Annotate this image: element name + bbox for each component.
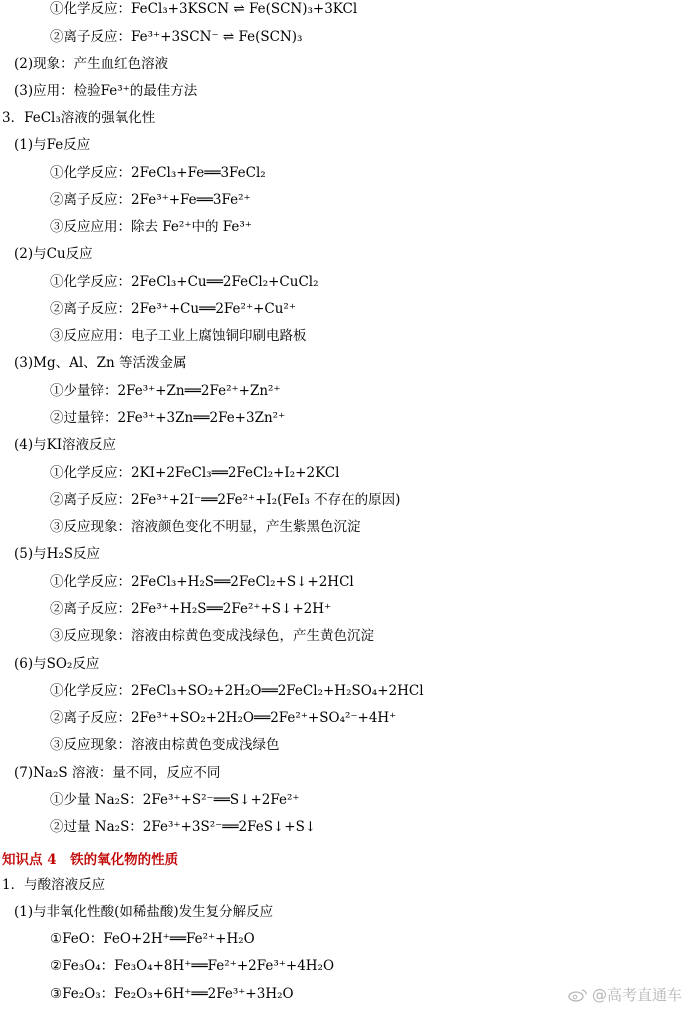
text-line: ①化学反应：2FeCl₃+Fe══3FeCl₂ [50,165,266,181]
watermark-text: @高考直通车 [591,986,682,1004]
text-line: ①少量 Na₂S：2Fe³⁺+S²⁻══S↓+2Fe²⁺ [50,792,300,808]
text-line: ②离子反应：2Fe³⁺+H₂S══2Fe²⁺+S↓+2H⁺ [50,601,332,617]
text-line: ①化学反应：FeCl₃+3KSCN ⇌ Fe(SCN)₃+3KCl [50,1,358,17]
text-line: (2)与Cu反应 [14,246,93,262]
text-line: ①化学反应：2KI+2FeCl₃══2FeCl₂+I₂+2KCl [50,465,340,481]
text-line: ③反应现象：溶液由棕黄色变成浅绿色，产生黄色沉淀 [50,628,374,644]
text-line: ①化学反应：2FeCl₃+H₂S══2FeCl₂+S↓+2HCl [50,574,354,590]
text-line: ①化学反应：2FeCl₃+Cu══2FeCl₂+CuCl₂ [50,274,319,290]
text-line: (7)Na₂S 溶液：量不同，反应不同 [14,765,221,781]
knowledge-point-heading: 知识点 4 铁的氧化物的性质 [2,852,179,868]
text-line: ③Fe₂O₃：Fe₂O₃+6H⁺══2Fe³⁺+3H₂O [50,986,294,1002]
text-line: (5)与H₂S反应 [14,546,101,562]
text-line: ②过量 Na₂S：2Fe³⁺+3S²⁻══2FeS↓+S↓ [50,819,317,835]
text-line: ③反应应用：电子工业上腐蚀铜印刷电路板 [50,328,307,344]
text-line: ③反应现象：溶液由棕黄色变成浅绿色 [50,737,280,753]
text-line: (2)现象：产生血红色溶液 [14,56,169,72]
text-line: (3)Mg、Al、Zn 等活泼金属 [14,355,187,371]
text-line: ①FeO：FeO+2H⁺══Fe²⁺+H₂O [50,931,255,947]
text-line: ②离子反应：2Fe³⁺+2I⁻══2Fe²⁺+I₂(FeI₃ 不存在的原因) [50,492,401,508]
watermark [568,984,682,1005]
text-line: ②离子反应：2Fe³⁺+Fe══3Fe²⁺ [50,192,251,208]
weibo-icon [568,988,588,1002]
text-line: (6)与SO₂反应 [14,656,100,672]
text-line: ②过量锌：2Fe³⁺+3Zn══2Fe+3Zn²⁺ [50,410,286,426]
text-line: (1)与非氧化性酸(如稀盐酸)发生复分解反应 [14,904,274,920]
text-line: ①少量锌：2Fe³⁺+Zn══2Fe²⁺+Zn²⁺ [50,383,281,399]
text-line: ②离子反应：2Fe³⁺+Cu══2Fe²⁺+Cu²⁺ [50,301,296,317]
text-line: ②Fe₃O₄：Fe₃O₄+8H⁺══Fe²⁺+2Fe³⁺+4H₂O [50,958,335,974]
text-line: 1．与酸溶液反应 [2,877,106,893]
text-line: (3)应用：检验Fe³⁺的最佳方法 [14,83,198,99]
text-line: (4)与KI溶液反应 [14,437,117,453]
text-line: ③反应现象：溶液颜色变化不明显，产生紫黑色沉淀 [50,519,361,535]
text-line: ①化学反应：2FeCl₃+SO₂+2H₂O══2FeCl₂+H₂SO₄+2HCl [50,683,424,699]
text-line: ②离子反应：Fe³⁺+3SCN⁻ ⇌ Fe(SCN)₃ [50,29,303,45]
text-line: (1)与Fe反应 [14,137,91,153]
text-line: ③反应应用：除去 Fe²⁺中的 Fe³⁺ [50,219,252,235]
text-line: ②离子反应：2Fe³⁺+SO₂+2H₂O══2Fe²⁺+SO₄²⁻+4H⁺ [50,710,397,726]
section-heading: 3．FeCl₃溶液的强氧化性 [2,110,156,126]
